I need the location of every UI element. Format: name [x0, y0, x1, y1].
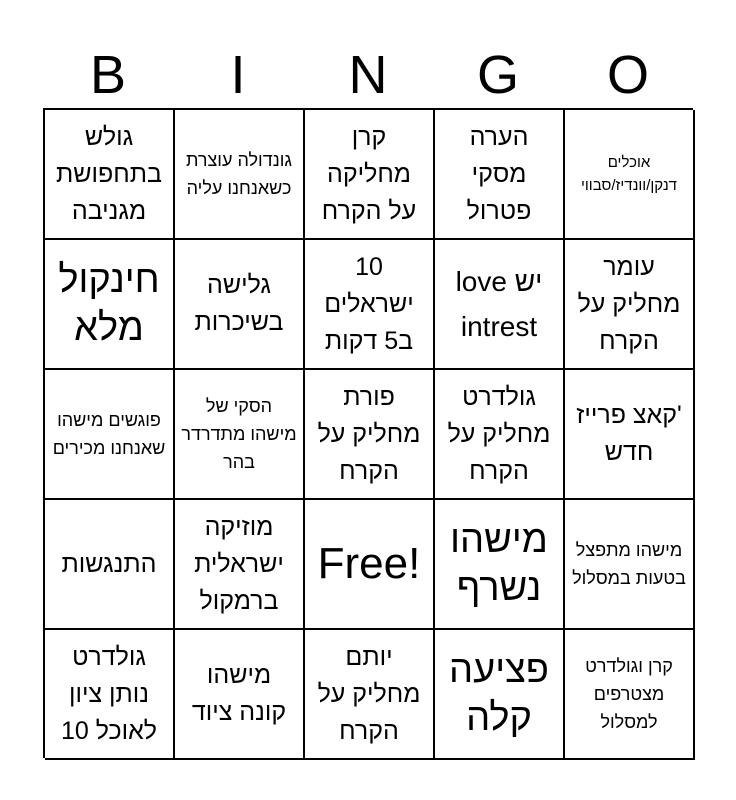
- bingo-cell[interactable]: [435, 370, 565, 500]
- header-letter-i: I: [230, 45, 246, 105]
- header-letter-g: G: [476, 45, 519, 105]
- bingo-cell[interactable]: [305, 240, 435, 370]
- header-letter-b: B: [89, 45, 127, 105]
- bingo-cell[interactable]: [565, 240, 695, 370]
- bingo-cell[interactable]: [45, 630, 175, 760]
- cell-text: יותם מחליק על הקרח: [317, 642, 421, 745]
- cell-text: קרן וגולדרט מצטרפים למסלול: [585, 656, 673, 732]
- cell-text: עומר מחליק על הקרח: [577, 252, 681, 355]
- cell-text: גולדרט נותן ציון לאוכל 10: [60, 642, 158, 745]
- cell-text: פציעה קלה: [449, 649, 549, 739]
- bingo-cell[interactable]: [305, 110, 435, 240]
- cell-text: Free!: [317, 539, 421, 588]
- free-cell[interactable]: [305, 500, 435, 630]
- cell-text: מישהו קונה ציוד: [191, 661, 287, 726]
- bingo-cell[interactable]: [565, 630, 695, 760]
- bingo-cell[interactable]: [45, 370, 175, 500]
- cell-text: פורת מחליק על הקרח: [317, 382, 421, 485]
- bingo-cell[interactable]: [45, 500, 175, 630]
- bingo-cell[interactable]: [565, 500, 695, 630]
- cell-text: חינקול מלא: [58, 259, 160, 349]
- cell-text: מישהו נשרף: [450, 519, 548, 609]
- bingo-cell[interactable]: [45, 240, 175, 370]
- bingo-cell[interactable]: [565, 370, 695, 500]
- bingo-cell[interactable]: [175, 370, 305, 500]
- cell-text: יש love intrest: [455, 266, 543, 342]
- bingo-cell[interactable]: [45, 110, 175, 240]
- cell-text: גולדרט מחליק על הקרח: [447, 382, 551, 485]
- cell-text: גונדולה עוצרת כשאנחנו עליה: [185, 150, 292, 198]
- bingo-grid: [43, 108, 693, 758]
- cell-text: התנגשות: [61, 549, 157, 578]
- bingo-cell[interactable]: [435, 500, 565, 630]
- bingo-cell[interactable]: [435, 630, 565, 760]
- bingo-cell[interactable]: [305, 370, 435, 500]
- bingo-cell[interactable]: [175, 110, 305, 240]
- cell-text: הסקי של מישהו מתדרדר בהר: [181, 396, 297, 472]
- bingo-header: [43, 42, 693, 108]
- cell-text: הערה מסקי פטרול: [466, 122, 532, 225]
- cell-text: גלישה בשיכרות: [194, 271, 284, 336]
- bingo-cell[interactable]: [435, 240, 565, 370]
- cell-text: קרן מחליקה על הקרח: [321, 122, 417, 225]
- cell-text: אוכלים דנקן/וונדיז/סבווי: [581, 154, 677, 194]
- bingo-cell[interactable]: [565, 110, 695, 240]
- header-letter-o: O: [606, 45, 649, 105]
- bingo-cell[interactable]: [305, 630, 435, 760]
- cell-text: 'קאצ פרייז חדש: [576, 401, 682, 466]
- bingo-cell[interactable]: [175, 240, 305, 370]
- bingo-cell[interactable]: [435, 110, 565, 240]
- cell-text: מוזיקה ישראלית ברמקול: [194, 512, 284, 615]
- header-letter-n: N: [348, 45, 388, 105]
- cell-text: גולש בתחפושת מגניבה: [56, 122, 162, 225]
- bingo-cell[interactable]: [175, 630, 305, 760]
- bingo-cell[interactable]: [175, 500, 305, 630]
- cell-text: פוגשים מישהו שאנחנו מכירים: [52, 410, 166, 458]
- cell-text: מישהו מתפצל בטעות במסלול: [572, 540, 686, 588]
- cell-text: 10 ישראלים ב5 דקות: [324, 252, 414, 355]
